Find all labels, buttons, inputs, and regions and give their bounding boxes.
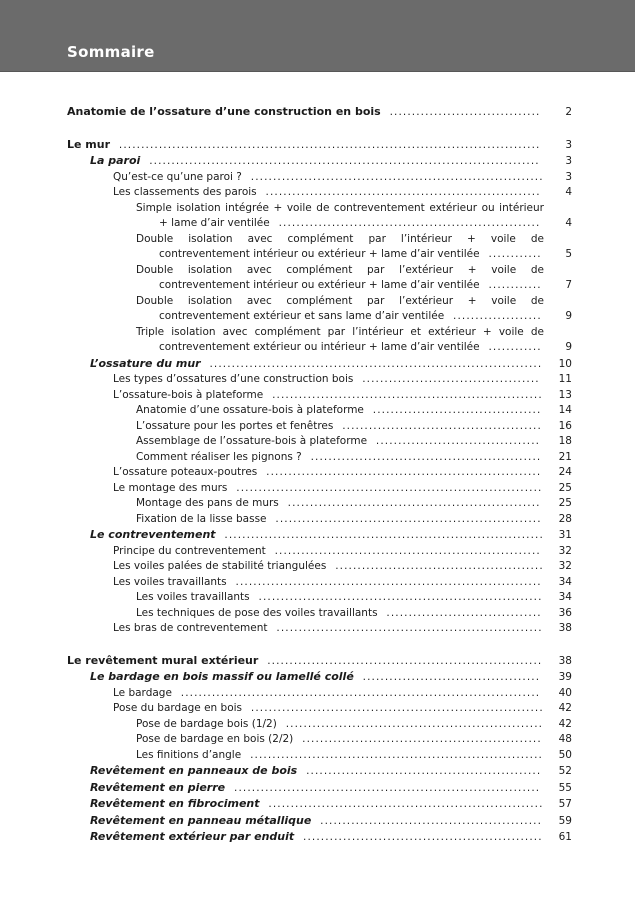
toc-entry[interactable]: [67, 104, 572, 121]
toc-entry[interactable]: [136, 496, 572, 512]
toc-entry-label: Revêtement en pierre: [90, 780, 226, 794]
toc-entry-label: L’ossature-bois à plateforme: [113, 388, 264, 401]
toc-entry-page: 38: [558, 654, 572, 667]
toc-entry[interactable]: [90, 796, 572, 813]
toc-entry[interactable]: [113, 388, 572, 404]
toc-entry[interactable]: [136, 434, 572, 450]
dot-leader: ..................................................................: [241, 170, 544, 183]
toc-entry-page: 24: [558, 466, 572, 478]
toc-entry[interactable]: [136, 403, 572, 419]
toc-entry[interactable]: [136, 748, 572, 764]
toc-entry-page: 28: [558, 512, 572, 525]
toc-entry-page: 10: [558, 357, 572, 370]
toc-entry-label: Les classements des parois: [113, 186, 257, 198]
dot-leader: .........................................................: [278, 497, 541, 509]
toc-entry-label: Principe du contreventement: [113, 544, 266, 557]
dot-leader: .............................................................: [263, 388, 543, 401]
dot-leader: ........................................: [353, 373, 540, 385]
toc-entry[interactable]: [113, 686, 572, 702]
dot-leader: ..................................................................: [241, 748, 543, 761]
dot-leader: ..................................: [380, 106, 541, 118]
toc-entry-page: 59: [558, 814, 572, 827]
toc-entry-page: 25: [558, 497, 572, 509]
toc-entry-label: Revêtement extérieur par enduit: [90, 830, 295, 843]
toc-entry-page: 4: [565, 186, 572, 198]
toc-entry-label: Fixation de la lisse basse: [136, 512, 267, 525]
toc-entry[interactable]: [113, 544, 572, 560]
toc-entry-page: 4: [565, 217, 572, 229]
toc-entry[interactable]: [113, 701, 572, 717]
toc-entry-label: Les techniques de pose des voiles travaillants: [136, 606, 378, 619]
toc-entry[interactable]: [136, 590, 572, 606]
toc-entry[interactable]: [90, 780, 572, 797]
toc-entry-page: 14: [558, 404, 572, 416]
toc-entry-label: L’ossature poteaux-poutres: [113, 466, 258, 478]
toc-entry-label: Les voiles palées de stabilité triangulées: [113, 560, 327, 572]
toc-entry-label: Qu’est-ce qu’une paroi ?: [113, 170, 242, 183]
toc-entry-label: Les bras de contreventement: [113, 622, 268, 634]
toc-entry[interactable]: [113, 621, 572, 637]
toc-entry[interactable]: [90, 527, 572, 544]
toc-entry[interactable]: [113, 575, 572, 591]
dot-leader: ......................................................: [293, 733, 542, 745]
toc-entry-label: Double isolation avec complément par l’extérieur + voile de contreventement intérieur ou extérieur + lame d’air ventilée: [136, 263, 544, 291]
dot-leader: ..................................................................: [242, 702, 544, 714]
toc-entry-label: Le bardage: [113, 686, 172, 699]
dot-leader: ....................................................: [301, 450, 542, 463]
toc-entry-label: L’ossature pour les portes et fenêtres: [136, 419, 334, 432]
toc-entry[interactable]: [113, 559, 572, 575]
toc-entry-label: Revêtement en panneaux de bois: [90, 764, 298, 777]
dot-leader: ............................................................: [267, 622, 543, 634]
dot-leader: .............................................: [333, 419, 542, 432]
toc-entry[interactable]: [113, 185, 572, 201]
dot-leader: .....................................................................: [225, 781, 541, 794]
dot-leader: ..............................................................: [258, 654, 543, 667]
toc-entry-page: 34: [558, 575, 572, 588]
dot-leader: ........................................: [353, 671, 541, 683]
toc-entry[interactable]: [136, 606, 572, 622]
toc-entry-label: Triple isolation avec complément par l’intérieur et extérieur + voile de contreventement extérieur ou intérieur + lame d’air ventilée: [136, 325, 544, 353]
toc-entry-label: Revêtement en fibrociment: [90, 797, 260, 810]
dot-leader: ..............................................................: [256, 186, 541, 198]
dot-leader: ...........................................................: [269, 217, 541, 229]
dot-leader: ......................................: [363, 404, 542, 416]
toc-entry-label: Le mur: [67, 137, 111, 151]
toc-entry[interactable]: [113, 465, 572, 481]
toc-entry-page: 32: [558, 544, 572, 557]
toc-entry-page: 13: [558, 388, 572, 401]
dot-leader: ...........................................................................: [200, 357, 543, 370]
page-title: Sommaire: [67, 43, 155, 61]
toc-entry-page: 38: [558, 622, 572, 634]
toc-entry-page: 48: [558, 733, 572, 745]
toc-entry-label: La paroi: [90, 154, 141, 167]
toc-entry[interactable]: [136, 450, 572, 466]
toc-entry[interactable]: [67, 653, 572, 670]
toc-entry-label: Assemblage de l’ossature-bois à plateforme: [136, 435, 368, 447]
toc-entry[interactable]: [136, 294, 572, 325]
toc-entry[interactable]: [90, 356, 572, 373]
dot-leader: .....................................: [367, 435, 541, 447]
toc-entry-page: 5: [565, 248, 572, 260]
toc-entry[interactable]: [90, 829, 572, 846]
toc-entry-label: Le bardage en bois massif ou lamellé collé: [90, 670, 354, 683]
dot-leader: .....................................................................: [226, 575, 542, 588]
dot-leader: ..................................................: [311, 814, 543, 827]
toc-entry-label: Anatomie d’une ossature-bois à plateforme: [136, 404, 364, 416]
toc-entry-page: 57: [558, 798, 572, 810]
toc-entry[interactable]: [90, 669, 572, 686]
toc-entry-page: 40: [558, 686, 572, 699]
toc-entry-label: Les voiles travaillants: [113, 575, 227, 588]
toc-entry-label: Le revêtement mural extérieur: [67, 653, 259, 667]
toc-entry-page: 11: [558, 373, 572, 385]
toc-entry[interactable]: [136, 717, 572, 733]
toc-entry-page: 21: [558, 450, 572, 463]
toc-entry-label: L’ossature du mur: [90, 356, 201, 370]
toc-entry-page: 9: [565, 310, 572, 322]
toc-entry-page: 36: [558, 606, 572, 619]
dot-leader: ............: [479, 248, 542, 260]
toc-entry-page: 2: [565, 106, 572, 118]
dot-leader: .................................................................................: [171, 686, 541, 699]
toc-entry-label: Montage des pans de murs: [136, 497, 279, 509]
toc-entry-page: 52: [558, 765, 572, 777]
toc-entry[interactable]: [136, 325, 572, 356]
toc-entry[interactable]: [136, 419, 572, 435]
dot-leader: .....................................................................: [227, 481, 543, 494]
dot-leader: ..............................................................: [257, 466, 542, 478]
toc-entry-label: Revêtement en panneau métallique: [90, 813, 312, 827]
dot-leader: ....................: [444, 310, 542, 322]
toc-entry-label: Comment réaliser les pignons ?: [136, 450, 302, 463]
toc-entry-page: 7: [565, 279, 572, 291]
toc-entry-page: 42: [558, 717, 572, 730]
toc-entry-page: 3: [565, 170, 572, 183]
dot-leader: ............: [479, 341, 542, 353]
toc-entry-label: Simple isolation intégrée + voile de contreventement extérieur ou intérieur + lame d’air ventilée: [136, 201, 544, 229]
toc-entry[interactable]: [136, 201, 572, 232]
toc-entry-page: 31: [558, 529, 572, 541]
toc-entry-label: Le contreventement: [90, 528, 216, 541]
toc-entry[interactable]: [90, 813, 572, 830]
toc-entry-page: 61: [558, 831, 572, 843]
toc-entry-label: Double isolation avec complément par l’intérieur + voile de contreventement intérieur ou extérieur + lame d’air ventilée: [136, 232, 544, 260]
dot-leader: .....................................................: [297, 765, 542, 777]
toc-entry-page: 32: [558, 560, 572, 572]
toc-entry-page: 9: [565, 341, 572, 353]
toc-entry-label: Les types d’ossatures d’une construction bois: [113, 373, 354, 385]
toc-entry-label: Double isolation avec complément par l’extérieur + voile de contreventement extérieur et sans lame d’air ventilée: [136, 294, 544, 322]
dot-leader: ........................................................................: [215, 529, 544, 541]
toc-entry-label: Les voiles travaillants: [136, 591, 250, 603]
toc-entry[interactable]: [90, 763, 572, 780]
toc-entry[interactable]: [113, 372, 572, 388]
toc-entry[interactable]: [136, 263, 572, 294]
toc-entry-label: Pose de bardage en bois (2/2): [136, 733, 294, 745]
toc-entry-label: Pose du bardage en bois: [113, 702, 243, 714]
toc-entry[interactable]: [136, 232, 572, 263]
table-of-contents: [67, 104, 572, 846]
toc-entry-label: Le montage des murs: [113, 481, 228, 494]
toc-entry[interactable]: [113, 170, 572, 186]
toc-entry-page: 25: [558, 481, 572, 494]
dot-leader: ............................................................: [265, 544, 541, 557]
dot-leader: ...............................................: [326, 560, 544, 572]
dot-leader: ...................................: [377, 606, 542, 619]
dot-leader: ................................................................: [249, 591, 543, 603]
toc-entry-label: Les finitions d’angle: [136, 748, 242, 761]
toc-entry-page: 16: [558, 419, 572, 432]
toc-entry-page: 18: [558, 435, 572, 447]
toc-entry[interactable]: [113, 481, 572, 497]
toc-entry[interactable]: [67, 137, 572, 154]
toc-entry-page: 3: [565, 138, 572, 151]
toc-entry-page: 34: [558, 591, 572, 603]
toc-entry[interactable]: [90, 153, 572, 170]
dot-leader: ..........................................................: [276, 717, 544, 730]
toc-entry-label: Pose de bardage bois (1/2): [136, 717, 277, 730]
dot-leader: ............: [479, 279, 542, 291]
dot-leader: ...............................................................................................: [110, 138, 541, 151]
toc-entry-label: Anatomie de l’ossature d’une construction en bois: [67, 105, 381, 118]
toc-entry-page: 55: [558, 781, 572, 794]
toc-entry-page: 39: [558, 671, 572, 683]
dot-leader: ......................................................: [294, 831, 543, 843]
dot-leader: ........................................................................................: [140, 155, 540, 167]
header-bar: [0, 0, 635, 72]
toc-entry[interactable]: [136, 732, 572, 748]
dot-leader: ..............................................................: [259, 798, 544, 810]
toc-entry[interactable]: [136, 512, 572, 528]
toc-entry-page: 50: [558, 748, 572, 761]
toc-entry-page: 42: [558, 702, 572, 714]
toc-entry-page: 3: [565, 155, 572, 167]
dot-leader: ............................................................: [266, 512, 542, 525]
